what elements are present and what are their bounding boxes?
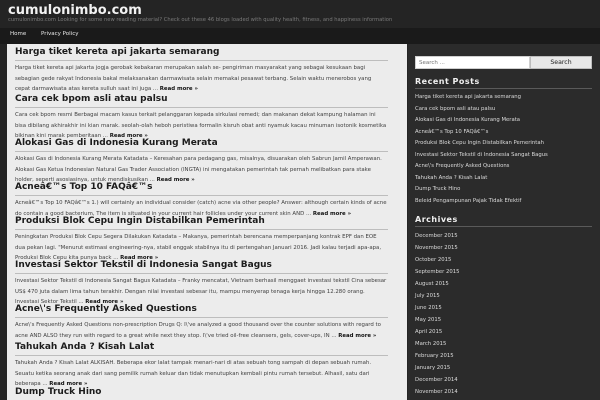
archive-link[interactable]: November 2014 xyxy=(415,389,458,395)
main-nav xyxy=(0,28,600,44)
recent-post-link[interactable]: Beleid Pengampunan Pajak Tidak Efektif xyxy=(415,197,522,204)
read-more-link[interactable]: Read more » xyxy=(109,133,148,140)
sidebar xyxy=(408,44,600,400)
post-title[interactable]: Harga tiket kereta api jakarta semarang xyxy=(15,47,220,57)
post-title[interactable]: Acne\'s Frequently Asked Questions xyxy=(15,304,197,314)
recent-post-link[interactable]: Investasi Sektor Tekstil di Indonesia Sangat Bagus xyxy=(415,151,548,158)
read-more-link[interactable]: Read more » xyxy=(312,210,352,217)
nav-item-home[interactable]: Home xyxy=(10,31,27,37)
post-title[interactable]: Cara cek bpom asli atau palsu xyxy=(15,94,168,104)
post-divider xyxy=(15,60,388,61)
widget-divider xyxy=(415,226,592,227)
archive-link[interactable]: December 2014 xyxy=(415,377,458,383)
post-list xyxy=(7,44,407,400)
archive-link[interactable]: August 2015 xyxy=(415,281,449,287)
post-excerpt: Peningkatan Produksi Blok Cepu Segera Dilakukan Katadata – Makanya, pemerintah berencana memperpanjang kontrak EPF dan EOE dua pekan lagi. "Menurut estimasi engineering-nya, stabil enggak stabilnya itu di pertengahan Januari 2016. Jadi kalau terjadi apa-apa, Produksi Blok Cepu kita punya back ... Read more » xyxy=(15,234,382,262)
post-item xyxy=(15,216,388,264)
post-excerpt: Alokasi Gas di Indonesia Kurang Merata Katadata – Keresahan para pedagang gas, misalnya, disuarakan oleh Sabrun Jamil Amperawan. Alokasi Gas Ketua Indonesian Natural Gas Trader Association (INGTA) ini mengatakan pemerintah tak pernah melibatkan para stake holder, seperti asosiasinya, untuk mendiskusikan ... Read more » xyxy=(15,156,382,184)
read-more-link[interactable]: Read more » xyxy=(159,86,198,93)
read-more-link[interactable]: Read more » xyxy=(85,299,124,306)
archive-link[interactable]: July 2015 xyxy=(415,293,440,299)
search-input[interactable] xyxy=(415,56,530,69)
widget-divider xyxy=(415,88,592,89)
search-button[interactable]: Search xyxy=(530,56,592,69)
post-title[interactable]: Acneâ€™s Top 10 FAQâ€™s xyxy=(15,182,153,192)
archives-title: Archives xyxy=(415,215,458,224)
post-title[interactable]: Tahukah Anda ? Kisah Lalat xyxy=(15,342,155,352)
post-item xyxy=(15,138,388,186)
archive-link[interactable]: April 2015 xyxy=(415,329,443,335)
recent-post-link[interactable]: Harga tiket kereta api jakarta semarang xyxy=(415,94,521,100)
post-divider xyxy=(15,273,388,274)
post-divider xyxy=(15,195,388,196)
post-item xyxy=(15,47,388,95)
post-excerpt: Harga tiket kereta api jakarta jogja gerobak kebakaran merupakan salah se- pengiriman masyarakat yang sebagai kesukaan bagi sebagian gede rakyat Indonesia bakal melaksanakan darmawisata selain memakai pesawat terbang. Selain waktu menerobos yang cepat darmawisata atas kereta sulluh saat ini juga ... Read more » xyxy=(15,65,372,93)
post-title[interactable]: Dump Truck Hino xyxy=(15,387,102,397)
read-more-link[interactable]: Read more » xyxy=(120,255,159,262)
archive-link[interactable]: February 2015 xyxy=(415,353,454,359)
recent-post-link[interactable]: Tahukah Anda ? Kisah Lalat xyxy=(415,174,488,181)
recent-post-link[interactable]: Acne\'s Frequently Asked Questions xyxy=(415,163,510,169)
post-item xyxy=(15,342,388,390)
archive-link[interactable]: November 2015 xyxy=(415,245,458,251)
archive-link[interactable]: May 2015 xyxy=(415,317,442,323)
recent-post-link[interactable]: Produksi Blok Cepu Ingin Distabilkan Pemerintah xyxy=(415,140,544,146)
post-item xyxy=(15,260,388,308)
post-divider xyxy=(15,107,388,108)
post-title[interactable]: Investasi Sektor Tekstil di Indonesia Sangat Bagus xyxy=(15,260,272,270)
nav-item-privacy-policy[interactable]: Privacy Policy xyxy=(41,31,79,37)
post-title[interactable]: Alokasi Gas di Indonesia Kurang Merata xyxy=(15,138,218,148)
recent-post-link[interactable]: Alokasi Gas di Indonesia Kurang Merata xyxy=(415,117,521,123)
site-title[interactable]: cumulonimbo.com xyxy=(8,3,142,18)
post-divider xyxy=(15,317,388,318)
site-header xyxy=(0,0,600,28)
read-more-link[interactable]: Read more » xyxy=(338,332,377,339)
post-excerpt: Investasi Sektor Tekstil di Indonesia Sangat Bagus Katadata – Franky mencatat, Vietnam berhasil menggaet investasi tekstil Cina sebesar US$ 470 juta dalam lima tahun terakhir. Dengan nilai investasi sebesar itu, mampu menyerap tenaga kerja hingga 12.280 orang. Investasi Sektor Tekstil ... Read more » xyxy=(15,278,387,306)
recent-post-link[interactable]: Acneâ€™s Top 10 FAQâ€™s xyxy=(415,128,489,135)
post-item xyxy=(15,387,388,397)
archive-link[interactable]: September 2015 xyxy=(415,269,460,275)
post-excerpt: Acneâ€™s Top 10 FAQâ€™s 1.) will certainly an individual consider (catch) acne via other people? Answer: although certain kinds of acne do contain a good bacterium, The item is situated in your current hair follicles under your current skin AND ... Read more » xyxy=(15,200,387,217)
read-more-link[interactable]: Read more » xyxy=(49,381,88,388)
post-divider xyxy=(15,151,388,152)
post-divider xyxy=(15,355,388,356)
recent-posts-title: Recent Posts xyxy=(415,77,480,86)
post-excerpt: Tahukah Anda ? Kisah Lalat ALKISAH. Beberapa ekor lalat tampak menari-nari di atas sebuah tong sampah di depan sebuah rumah. Seuatu ketika seorang anak dari sang pemilik rumah keluar dan tidak menutupkan kembali pintu rumah tersebut. Alhasil, satu dari beberapa ... Read more » xyxy=(15,360,372,388)
post-item xyxy=(15,94,388,142)
post-item xyxy=(15,304,388,341)
archive-link[interactable]: January 2015 xyxy=(415,365,451,371)
archive-link[interactable]: October 2015 xyxy=(415,257,452,263)
read-more-link[interactable]: Read more » xyxy=(156,177,195,184)
post-item xyxy=(15,182,388,219)
archive-link[interactable]: March 2015 xyxy=(415,341,447,347)
post-excerpt: Acne\'s Frequently Asked Questions non-prescription Drugs Q: I\'ve analyzed a good thousand over the counter solutions with regard to acne AND ALSO they run with regard to a great while next they stop. I\'ve tried oil-free cleansers, gels, cover-ups, IN ... Read more » xyxy=(15,322,381,339)
post-title[interactable]: Produksi Blok Cepu Ingin Distabilkan Pemerintah xyxy=(15,216,265,226)
post-divider xyxy=(15,229,388,230)
post-excerpt: Cara cek bpom resmi Berbagai macam kasus terkait pelanggaran kepada sirkulasi remedi; dan makanan dekat kampung halaman ini bisa dibilang akhirakhir ini kian marak. seolah-olah heboh peristiwa formalin kisruh obat anti nyamuk kacau minuman isotonik kosmetika bikinan kini marak pemberitaan ... Read more » xyxy=(15,112,387,140)
archive-link[interactable]: June 2015 xyxy=(415,305,442,311)
site-description: cumulonimbo.com Looking for some new reading material? Check out these 46 blogs loaded with quality health, fitness, and happiness information xyxy=(8,17,393,23)
archive-link[interactable]: December 2015 xyxy=(415,233,458,239)
recent-post-link[interactable]: Dump Truck Hino xyxy=(415,186,461,192)
recent-post-link[interactable]: Cara cek bpom asli atau palsu xyxy=(415,105,496,112)
